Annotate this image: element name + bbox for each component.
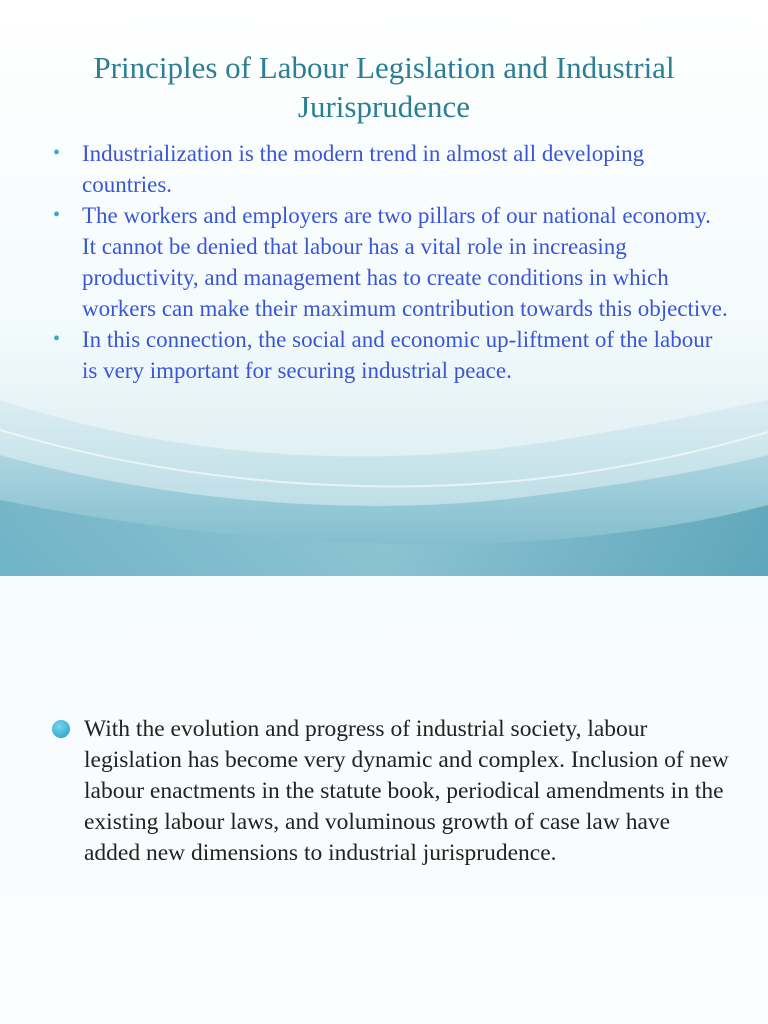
- slide-1-bullet-list: [50, 138, 730, 386]
- bullet-dot-icon: •: [53, 204, 61, 226]
- slide-2-bullet-list: [52, 714, 732, 869]
- slide-2: [0, 576, 768, 1024]
- bullet-text: With the evolution and progress of industrial society, labour legislation has become very dynamic and complex. Inclusion of new labour enactments in the statute book, periodical amendments in the existing labour laws, and voluminous growth of case law have added new dimensions to industrial jurisprudence.: [84, 716, 729, 866]
- bullet-item: [50, 138, 730, 200]
- bullet-item: [50, 200, 730, 324]
- bullet-item: [50, 324, 730, 386]
- bullet-dot-icon: •: [53, 328, 61, 350]
- slide-title: Principles of Labour Legislation and Industrial Jurisprudence: [93, 50, 675, 124]
- bullet-item: [52, 714, 732, 869]
- bullet-text: The workers and employers are two pillars of our national economy. It cannot be denied that labour has a vital role in increasing productivity, and management has to create conditions in which workers can make their maximum contribution towards this objective.: [82, 203, 728, 321]
- bullet-circle-icon: [52, 720, 70, 738]
- bullet-dot-icon: •: [53, 142, 61, 164]
- bullet-text: In this connection, the social and economic up-liftment of the labour is very important for securing industrial peace.: [82, 327, 713, 383]
- bullet-text: Industrialization is the modern trend in almost all developing countries.: [82, 141, 645, 197]
